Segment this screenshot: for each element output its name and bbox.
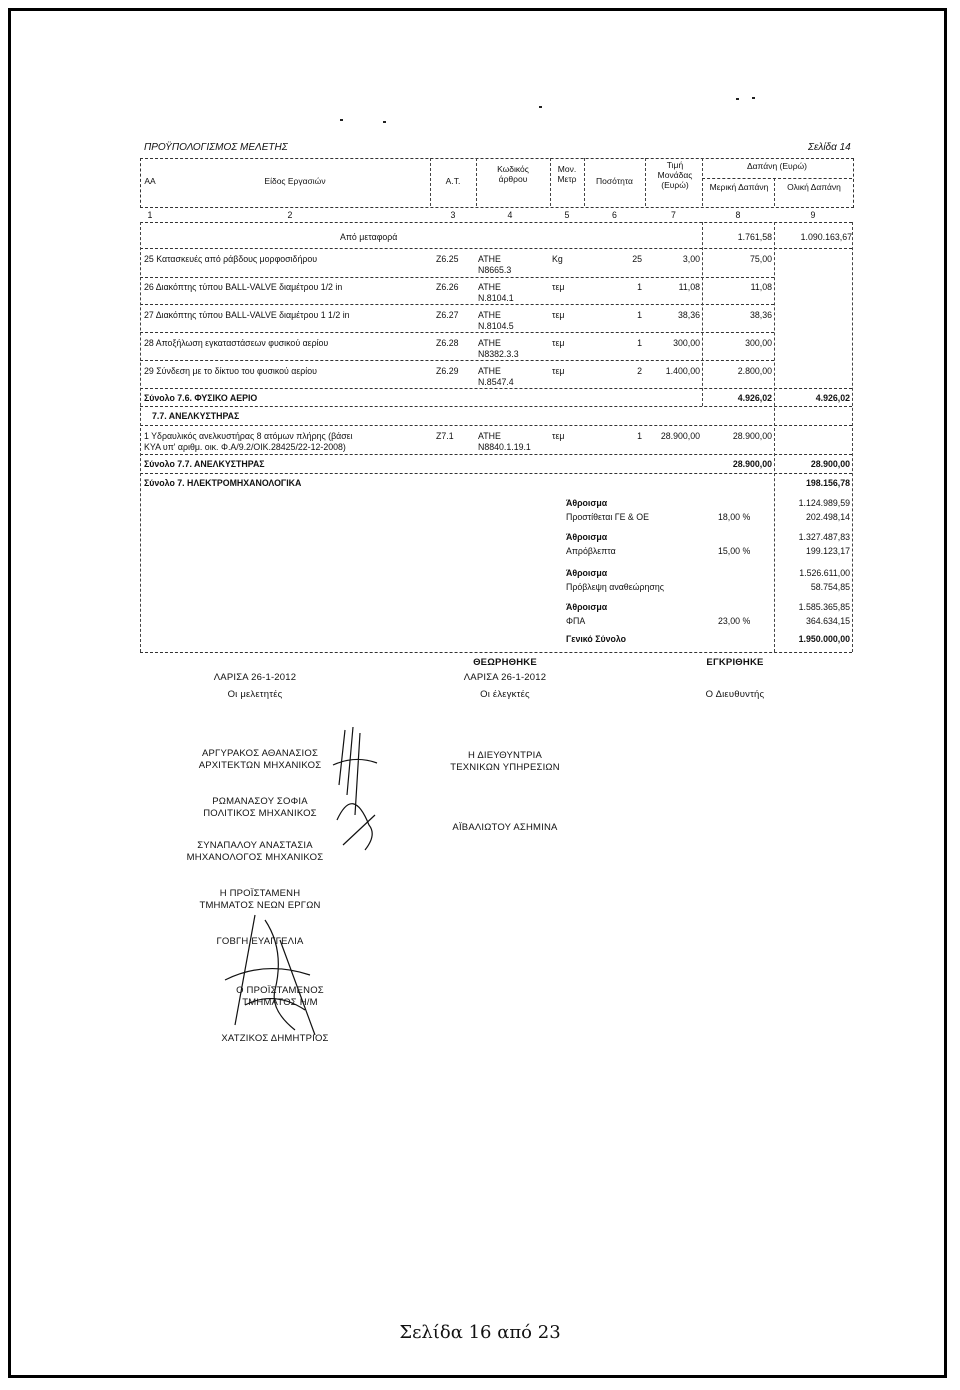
lift-row-code: ΑΤΗΕ xyxy=(478,431,501,441)
scan-speck xyxy=(340,119,343,121)
row-unit: Kg xyxy=(552,254,563,264)
row-qty: 1 xyxy=(637,282,642,292)
row-desc: 29 Σύνδεση με το δίκτυο του φυσικού αερίου xyxy=(144,366,317,376)
summary-label: Άθροισμα xyxy=(566,602,608,612)
signatory-5-department: ΤΜΗΜΑΤΟΣ Η/Μ xyxy=(242,997,318,1008)
col-number: 4 xyxy=(507,210,513,220)
row-qty: 1 xyxy=(637,338,642,348)
scan-speck xyxy=(752,97,755,99)
signatory-4-department: ΤΜΗΜΑΤΟΣ ΝΕΩΝ ΕΡΓΩΝ xyxy=(199,900,321,911)
row-price: 11,08 xyxy=(678,282,700,292)
col-header-code: Κωδικός άρθρου xyxy=(497,164,529,184)
summary-value: 202.498,14 xyxy=(805,512,850,522)
subtotal-gas-label: Σύνολο 7.6. ΦΥΣΙΚΟ ΑΕΡΙΟ xyxy=(144,393,258,403)
row-code-number: Ν8382.3.3 xyxy=(478,349,519,359)
signatory-3-title: ΜΗΧΑΝΟΛΟΓΟΣ ΜΗΧΑΝΙΚΟΣ xyxy=(186,852,324,863)
row-partial: 38,36 xyxy=(749,310,772,320)
row-desc: 27 Διακόπτης τύπου BALL-VALVE διαμέτρου 1 1/2 in xyxy=(144,310,350,320)
director-name: ΑΪΒΑΛΙΩΤΟΥ ΑΣΗΜΙΝΑ xyxy=(452,822,558,833)
approval-place-date-designers: ΛΑΡΙΣΑ 26-1-2012 xyxy=(213,672,297,683)
row-partial: 75,00 xyxy=(749,254,772,264)
col-number: 9 xyxy=(810,210,816,220)
section-lift-heading: 7.7. ΑΝΕΛΚΥΣΤΗΡΑΣ xyxy=(152,411,240,421)
row-qty: 1 xyxy=(637,310,642,320)
signatory-4-title: Η ΠΡΟΪΣΤΑΜΕΝΗ xyxy=(219,888,301,899)
lift-row-desc-line1: 1 Υδραυλικός ανελκυστήρας 8 ατόμων πλήρης (βάσει xyxy=(144,431,353,441)
signatory-4-name: ΓΟΒΓΗ ΕΥΑΓΓΕΛΙΑ xyxy=(216,936,304,947)
signatory-1-title: ΑΡΧΙΤΕΚΤΩΝ ΜΗΧΑΝΙΚΟΣ xyxy=(198,760,322,771)
row-unit: τεμ xyxy=(552,282,565,292)
col-number: 5 xyxy=(564,210,570,220)
row-partial: 300,00 xyxy=(745,338,772,348)
subtotal-gas-partial: 4.926,02 xyxy=(737,393,772,403)
row-price: 300,00 xyxy=(673,338,700,348)
row-partial: 11,08 xyxy=(750,282,772,292)
summary-value: 1.124.989,59 xyxy=(798,498,850,508)
lift-row-qty: 1 xyxy=(637,431,642,441)
row-at: Ζ6.26 xyxy=(436,282,459,292)
row-unit: τεμ xyxy=(552,366,565,376)
summary-pct: 18,00 % xyxy=(718,512,751,522)
row-code-number: Ν8665.3 xyxy=(478,265,512,275)
summary-label: Άθροισμα xyxy=(566,568,608,578)
row-at: Ζ6.29 xyxy=(436,366,459,376)
signatory-2-name: ΡΩΜΑΝΑΣΟΥ ΣΟΦΙΑ xyxy=(212,796,308,807)
grand-total-label: Γενικό Σύνολο xyxy=(566,634,627,644)
subtotal-lift-total: 28.900,00 xyxy=(810,459,850,469)
summary-label: Πρόβλεψη αναθεώρησης xyxy=(566,582,664,592)
summary-pct: 23,00 % xyxy=(718,616,751,626)
signatory-5-title: Ο ΠΡΟΪΣΤΑΜΕΝΟΣ xyxy=(236,985,324,996)
col-header-at: Α.Τ. xyxy=(445,176,461,186)
page-footer: Σελίδα 16 από 23 xyxy=(399,1322,561,1343)
grand-total-value: 1.950.000,00 xyxy=(798,634,850,644)
approval-role-designers: Οι μελετητές xyxy=(227,689,283,700)
row-code-number: Ν.8104.5 xyxy=(478,321,514,331)
row-unit: τεμ xyxy=(552,310,565,320)
row-desc: 25 Κατασκευές από ράβδους μορφοσιδήρου xyxy=(144,254,318,264)
col-header-price: Τιμή Μονάδας (Ευρώ) xyxy=(657,160,693,190)
col-number: 8 xyxy=(735,210,741,220)
subtotal-gas-total: 4.926,02 xyxy=(815,393,850,403)
row-qty: 25 xyxy=(632,254,642,264)
row-code-number: Ν.8547.4 xyxy=(478,377,514,387)
row-price: 1.400,00 xyxy=(665,366,700,376)
lift-row-partial: 28.900,00 xyxy=(732,431,772,441)
col-number: 2 xyxy=(287,210,293,220)
carry-over-total: 1.090.163,67 xyxy=(800,232,852,242)
scan-speck xyxy=(383,121,386,123)
row-at: Ζ6.27 xyxy=(436,310,459,320)
carry-over-partial: 1.761,58 xyxy=(737,232,772,242)
row-at: Ζ6.25 xyxy=(436,254,459,264)
subtotal-em-total: 198.156,78 xyxy=(805,478,850,488)
summary-pct: 15,00 % xyxy=(718,546,751,556)
row-code: ΑΤΗΕ xyxy=(478,282,501,292)
signatory-5-name: ΧΑΤΖΙΚΟΣ ΔΗΜΗΤΡΙΟΣ xyxy=(221,1033,329,1044)
subtotal-lift-label: Σύνολο 7.7. ΑΝΕΛΚΥΣΤΗΡΑΣ xyxy=(144,459,265,469)
approval-approved-heading: ΕΓΚΡΙΘΗΚΕ xyxy=(706,657,764,668)
summary-label: Προστίθεται ΓΕ & ΟΕ xyxy=(566,512,649,522)
lift-row-desc-line2: ΚΥΑ υπ' αριθμ. οικ. Φ.Α/9.2/ΟΙΚ.28425/22-12-2008) xyxy=(144,442,346,452)
approval-place-date-checkers: ΛΑΡΙΣΑ 26-1-2012 xyxy=(463,672,547,683)
row-price: 38,36 xyxy=(677,310,700,320)
document-title: ΠΡΟΫΠΟΛΟΓΙΣΜΟΣ ΜΕΛΕΤΗΣ xyxy=(144,142,288,153)
col-number: 1 xyxy=(147,210,153,220)
signature-scribble xyxy=(215,910,335,1040)
col-header-item: Είδος Εργασιών xyxy=(264,176,326,186)
col-header-total: Ολική Δαπάνη xyxy=(787,182,841,192)
approval-role-checkers: Οι έλεγκτές xyxy=(480,689,530,700)
summary-value: 364.634,15 xyxy=(805,616,850,626)
row-qty: 2 xyxy=(637,366,642,376)
row-code: ΑΤΗΕ xyxy=(478,254,501,264)
signatory-2-title: ΠΟΛΙΤΙΚΟΣ ΜΗΧΑΝΙΚΟΣ xyxy=(203,808,317,819)
director-title: Η ΔΙΕΥΘΥΝΤΡΙΑ xyxy=(467,750,543,761)
col-header-aa: ΑΑ xyxy=(144,176,156,186)
approval-seen-heading: ΘΕΩΡΗΘΗΚΕ xyxy=(473,657,537,668)
lift-row-at: Ζ7.1 xyxy=(436,431,454,441)
signatory-3-name: ΣΥΝΑΠΑΛΟΥ ΑΝΑΣΤΑΣΙΑ xyxy=(197,840,313,851)
scanned-budget-page xyxy=(140,140,854,1350)
summary-value: 1.585.365,85 xyxy=(798,602,850,612)
row-code: ΑΤΗΕ xyxy=(478,310,501,320)
summary-label: Απρόβλεπτα xyxy=(566,546,616,556)
carry-over-label: Από μεταφορά xyxy=(340,232,398,242)
page-label: Σελίδα 14 xyxy=(808,142,851,153)
row-code-number: Ν.8104.1 xyxy=(478,293,514,303)
scan-speck xyxy=(736,98,739,100)
row-desc: 26 Διακόπτης τύπου BALL-VALVE διαμέτρου 1/2 in xyxy=(144,282,343,292)
col-number: 7 xyxy=(671,210,676,220)
director-department: ΤΕΧΝΙΚΩΝ ΥΠΗΡΕΣΙΩΝ xyxy=(450,762,560,773)
col-header-unit: Μον. Μετρ xyxy=(557,164,577,184)
row-at: Ζ6.28 xyxy=(436,338,459,348)
row-desc: 28 Αποξήλωση εγκαταστάσεων φυσικού αερίου xyxy=(144,338,329,348)
row-code: ΑΤΗΕ xyxy=(478,338,501,348)
subtotal-em-label: Σύνολο 7. ΗΛΕΚΤΡΟΜΗΧΑΝΟΛΟΓΙΚΑ xyxy=(144,478,302,488)
scan-speck xyxy=(539,106,542,108)
col-header-partial: Μερική Δαπάνη xyxy=(709,182,769,192)
subtotal-lift-partial: 28.900,00 xyxy=(732,459,772,469)
row-unit: τεμ xyxy=(552,338,565,348)
lift-row-price: 28.900,00 xyxy=(660,431,700,441)
col-number: 3 xyxy=(450,210,456,220)
summary-label: Άθροισμα xyxy=(566,532,608,542)
col-header-cost-group: Δαπάνη (Ευρώ) xyxy=(746,161,808,171)
summary-value: 58.754,85 xyxy=(810,582,850,592)
lift-row-unit: τεμ xyxy=(552,431,565,441)
signature-scribble xyxy=(325,725,385,870)
summary-value: 199.123,17 xyxy=(805,546,850,556)
row-partial: 2.800,00 xyxy=(737,366,772,376)
summary-value: 1.526.611,00 xyxy=(799,568,850,578)
summary-label: Άθροισμα xyxy=(566,498,608,508)
row-code: ΑΤΗΕ xyxy=(478,366,501,376)
approval-role-director: Ο Διευθυντής xyxy=(705,689,765,700)
col-number: 6 xyxy=(612,210,617,220)
signatory-1-name: ΑΡΓΥΡΑΚΟΣ ΑΘΑΝΑΣΙΟΣ xyxy=(201,748,319,759)
summary-value: 1.327.487,83 xyxy=(798,532,850,542)
col-header-qty: Ποσότητα xyxy=(596,176,633,186)
summary-label: ΦΠΑ xyxy=(566,616,586,626)
row-price: 3,00 xyxy=(682,254,700,264)
lift-row-code-number: Ν8840.1.19.1 xyxy=(478,442,531,452)
